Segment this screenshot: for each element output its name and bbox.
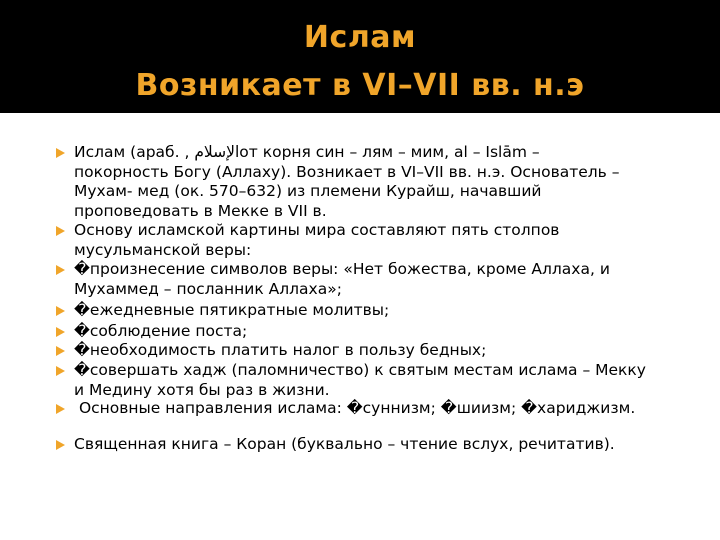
item-line: покорность Богу (Аллаху). Возникает в VI–VII вв. н.э. Основатель – xyxy=(74,162,620,181)
arabic-word: الإسلام xyxy=(194,143,240,161)
bullet-triangle-icon xyxy=(56,327,65,337)
list-item-prayers xyxy=(74,301,664,321)
item-line: Священная книга – Коран (буквально – чтение вслух, речитатив). xyxy=(74,435,615,453)
item-line: �произнесение символов веры: «Нет божества, кроме Аллаха, и xyxy=(74,260,610,278)
replacement-glyph: � xyxy=(74,301,90,319)
item-line: мусульманской веры: xyxy=(74,240,252,259)
replacement-glyph: � xyxy=(74,260,90,278)
replacement-glyph: � xyxy=(346,399,363,417)
replacement-glyph: � xyxy=(74,341,90,359)
item-line: Мухаммед – посланник Аллаха»; xyxy=(74,279,342,298)
list-item-directions xyxy=(74,399,664,419)
item-line: �ежедневные пятикратные молитвы; xyxy=(74,301,390,319)
item-line: �соблюдение поста; xyxy=(74,322,248,340)
list-item-five-pillars xyxy=(74,221,664,260)
item-line: Основу исламской картины мира составляют пять столпов xyxy=(74,221,560,239)
bullet-triangle-icon xyxy=(56,346,65,356)
replacement-glyph: � xyxy=(74,361,90,379)
item-line: Мухам- мед (ок. 570–632) из племени Курайш, начавший xyxy=(74,182,542,200)
bullet-triangle-icon xyxy=(56,148,65,158)
item-line: �необходимость платить налог в пользу бедных; xyxy=(74,341,487,359)
list-item-shahada xyxy=(74,260,664,299)
item-line: проповедовать в Мекке в VII в. xyxy=(74,201,327,220)
bullet-triangle-icon xyxy=(56,366,65,376)
replacement-glyph: � xyxy=(440,399,457,417)
slide-title: Ислам xyxy=(303,20,417,55)
list-item-islam-definition xyxy=(74,143,664,221)
replacement-glyph: � xyxy=(74,322,90,340)
item-line: и Медину хотя бы раз в жизни. xyxy=(74,380,330,399)
bullet-triangle-icon xyxy=(56,404,65,414)
bullet-list xyxy=(0,143,720,533)
replacement-glyph: � xyxy=(521,399,538,417)
title-band xyxy=(0,0,720,113)
bullet-triangle-icon xyxy=(56,440,65,450)
slide-subtitle: Возникает в VI–VII вв. н.э xyxy=(135,68,585,103)
item-line: Основные направления ислама: �суннизм; �шиизм; �хариджизм. xyxy=(78,399,636,417)
bullet-triangle-icon xyxy=(56,265,65,275)
list-item-quran xyxy=(74,435,664,455)
list-item-hajj xyxy=(74,361,664,400)
bullet-triangle-icon xyxy=(56,226,65,236)
bullet-triangle-icon xyxy=(56,306,65,316)
list-item-zakat xyxy=(74,341,664,361)
list-item-fasting xyxy=(74,322,664,342)
item-line: Ислам (араб. , الإسلامот корня син – лям – мим, al – Islām – xyxy=(74,143,540,161)
item-line: �совершать хадж (паломничество) к святым местам ислама – Мекку xyxy=(74,361,646,379)
